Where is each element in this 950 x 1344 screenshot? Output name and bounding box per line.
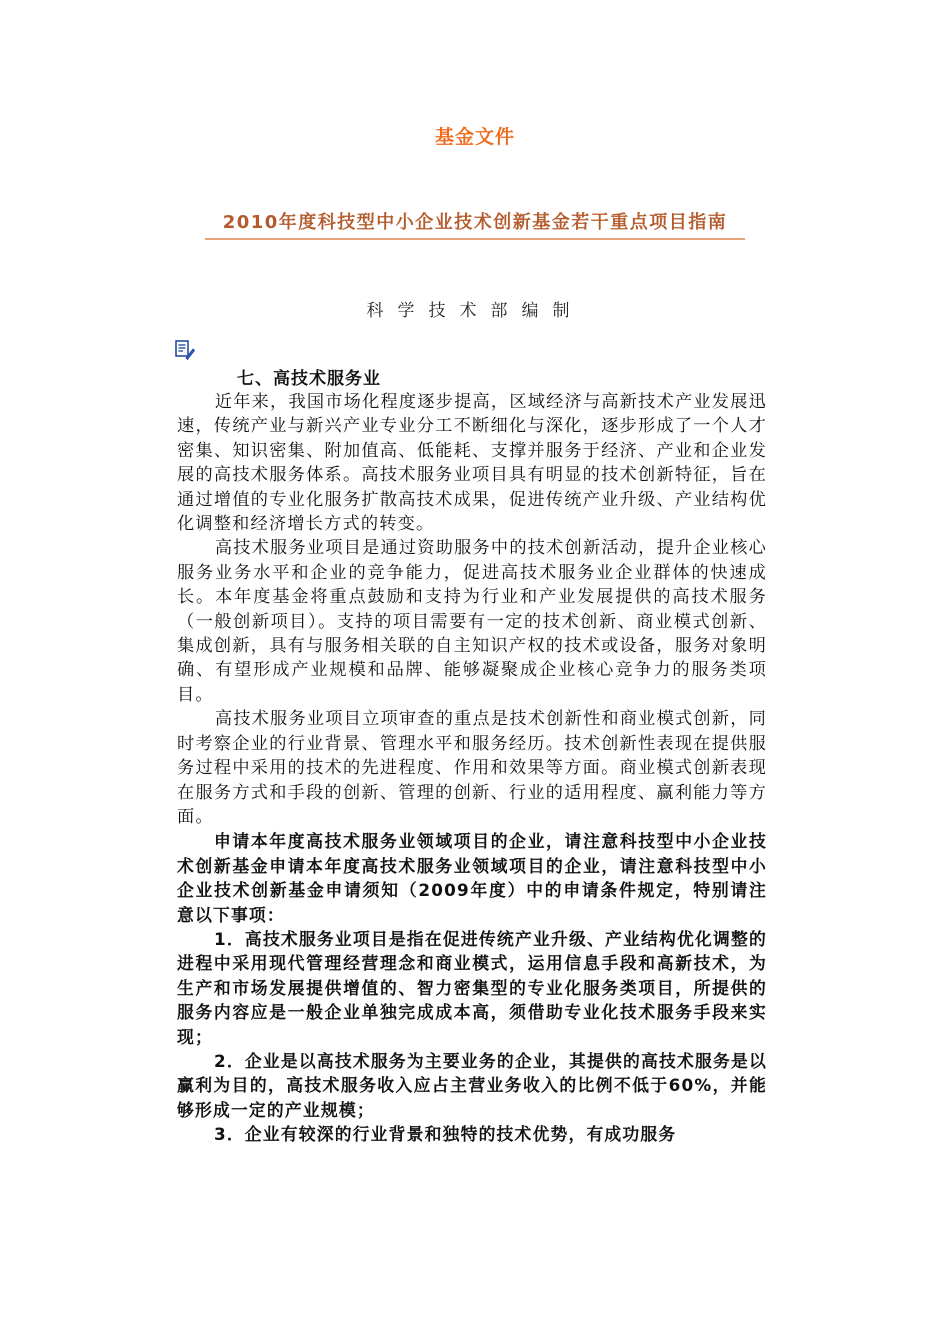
fund-document-badge: 基金文件 — [434, 126, 515, 148]
document-edit-icon — [175, 340, 195, 360]
list-item-3: 3．企业有较深的行业背景和独特的技术优势，有成功服务 — [213, 1124, 677, 1145]
list-item-1: 1．高技术服务业项目是指在促进传统产业升级、产业结构优化调整的进程中采用现代管理经营理念和商业模式，运用信息手段和高新技术，为生产和市场发展提供增值的、智力密集型的专业化服务类项目，所提供的服务内容应是一般企业单独完成成本高，须借助专业化技术服务手段来实现； — [177, 928, 767, 1047]
section-body — [177, 390, 767, 1147]
document-title: 2010年度科技型中小企业技术创新基金若干重点项目指南 — [222, 212, 728, 233]
paragraph-support-scope: 高技术服务业项目是通过资助服务中的技术创新活动，提升企业核心服务业务水平和企业的竞争能力，促进高技术服务业企业群体的快速成长。本年度基金将重点鼓励和支持为行业和产业发展提供的高技术服务（一般创新项目）。支持的项目需要有一定的技术创新、商业模式创新、集成创新，具有与服务相关联的自主知识产权的技术或设备，服务对象明确、有望形成产业规模和品牌、能够凝聚成企业核心竞争力的服务类项目。 — [177, 538, 767, 705]
title-underline — [205, 238, 745, 240]
paragraph-review-focus: 高技术服务业项目立项审查的重点是技术创新性和商业模式创新，同时考察企业的行业背景、管理水平和服务经历。技术创新性表现在提供服务过程中采用的技术的先进程度、作用和效果等方面。商业模式创新表现在服务方式和手段的创新、管理的创新、行业的适用程度、赢利能力等方面。 — [177, 709, 767, 827]
paragraph-application-notice: 申请本年度高技术服务业领域项目的企业，请注意科技型中小企业技术创新基金申请本年度高技术服务业领域项目的企业，请注意科技型中小企业技术创新基金申请须知（2009年度）中的申请条件规定，特别请注意以下事项： — [177, 831, 767, 925]
list-item-2: 2．企业是以高技术服务为主要业务的企业，其提供的高技术服务是以赢利为目的，高技术服务收入应占主营业务收入的比例不低于60%，并能够形成一定的产业规模； — [177, 1050, 767, 1120]
section-heading: 七、高技术服务业 — [237, 369, 381, 389]
paragraph-intro: 近年来，我国市场化程度逐步提高，区域经济与高新技术产业发展迅速，传统产业与新兴产业专业分工不断细化与深化，逐步形成了一个人才密集、知识密集、附加值高、低能耗、支撑并服务于经济、产业和企业发展的高技术服务体系。高技术服务业项目具有明显的技术创新特征，旨在通过增值的专业化服务扩散高技术成果，促进传统产业升级、产业结构优化调整和经济增长方式的转变。 — [177, 392, 767, 535]
author-department: 科学技术部编制 — [366, 301, 584, 321]
